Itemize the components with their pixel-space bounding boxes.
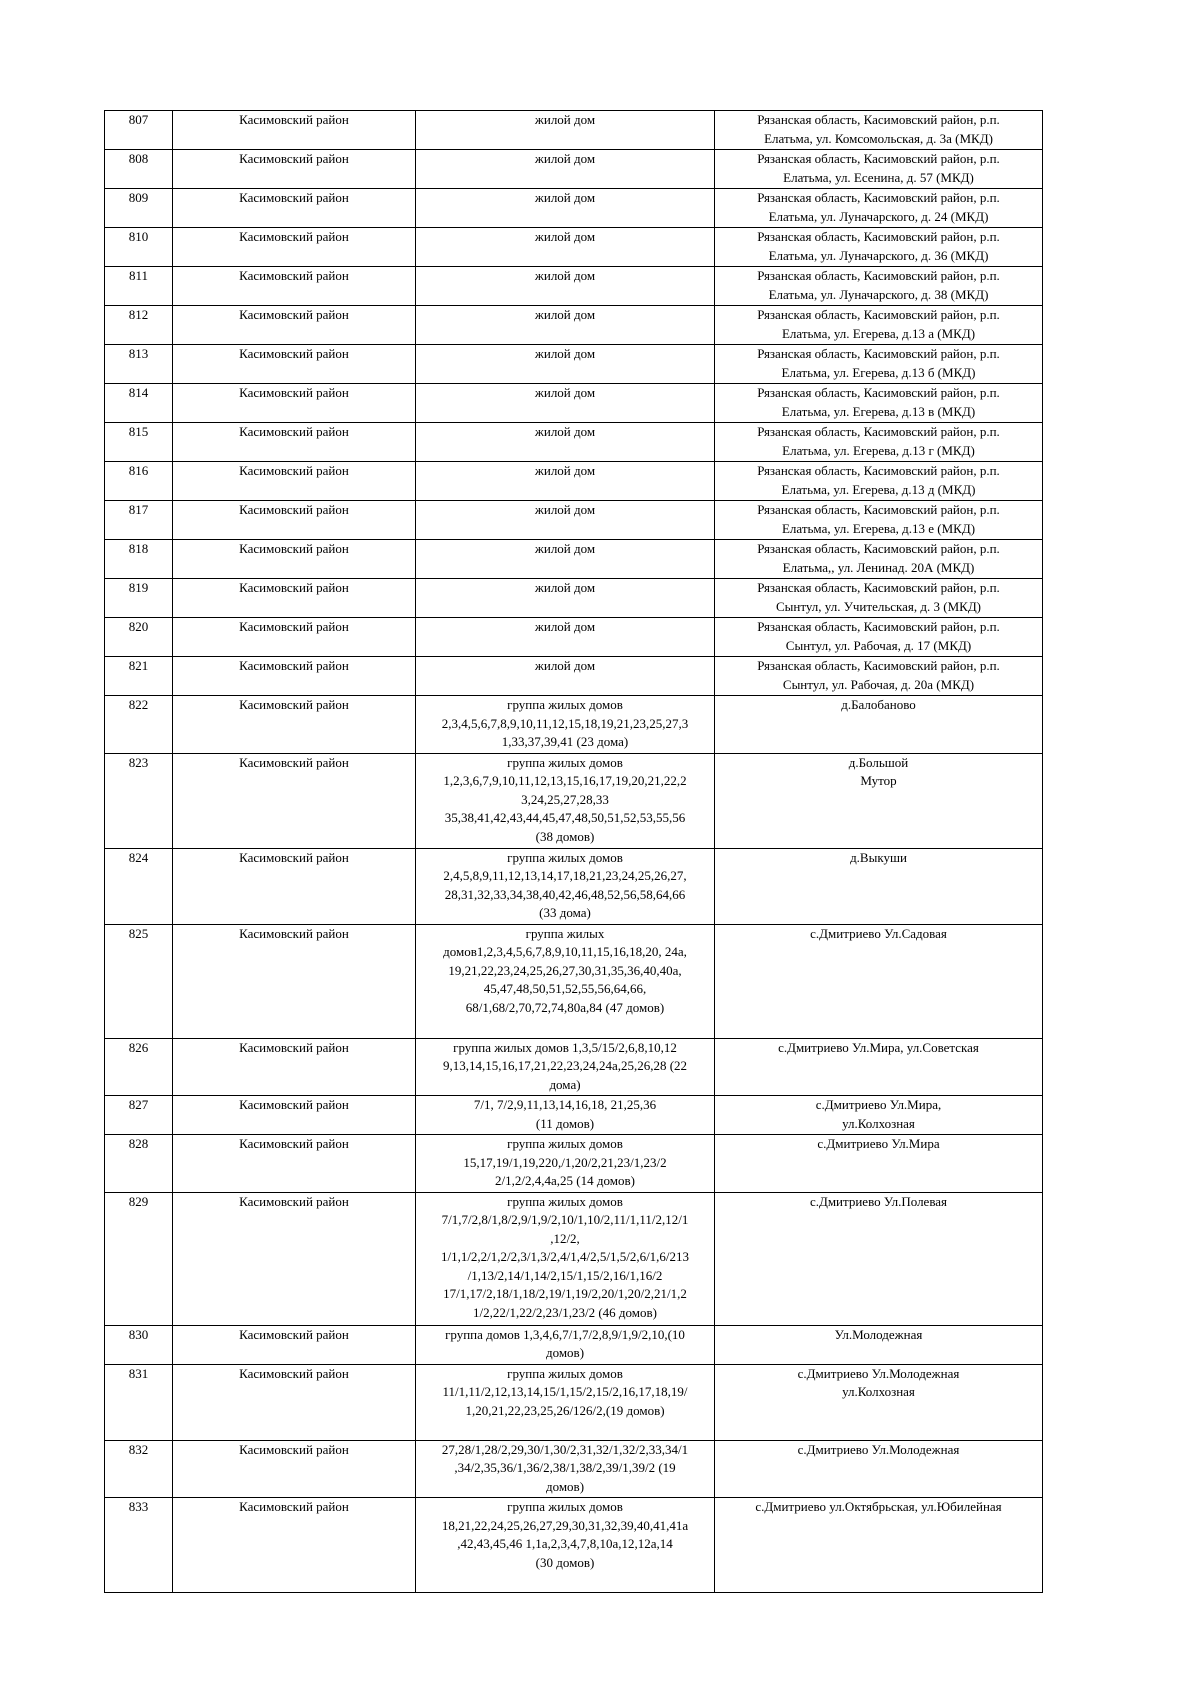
address-cell: Рязанская область, Касимовский район, р.п. Елатьма, ул. Луначарского, д. 24 (МКД): [715, 189, 1043, 228]
object-cell: жилой дом: [416, 345, 715, 384]
row-number-cell: 832: [105, 1440, 173, 1498]
table-row: [105, 753, 1043, 848]
address-cell: Рязанская область, Касимовский район, р.п. Елатьма, ул. Егерева, д.13 б (МКД): [715, 345, 1043, 384]
object-cell: жилой дом: [416, 150, 715, 189]
district-cell: Касимовский район: [173, 1325, 416, 1364]
district-cell: Касимовский район: [173, 306, 416, 345]
table-row: [105, 228, 1043, 267]
address-cell: Рязанская область, Касимовский район, р.п. Елатьма, ул. Егерева, д.13 а (МКД): [715, 306, 1043, 345]
object-cell: группа жилых домов 1,2,3,6,7,9,10,11,12,13,15,16,17,19,20,21,22,2 3,24,25,27,28,33 35,38,41,42,43,44,45,47,48,50,51,52,53,55,56 (38 домов): [416, 753, 715, 848]
district-cell: Касимовский район: [173, 1135, 416, 1193]
table-row: [105, 423, 1043, 462]
address-cell: Рязанская область, Касимовский район, р.п. Елатьма, ул. Егерева, д.13 д (МКД): [715, 462, 1043, 501]
housing-registry-table: [104, 110, 1043, 1593]
table-row: [105, 267, 1043, 306]
district-cell: Касимовский район: [173, 423, 416, 462]
registry-table-body: [105, 111, 1043, 1593]
object-cell: жилой дом: [416, 423, 715, 462]
row-number-cell: 825: [105, 924, 173, 1038]
table-row: [105, 1325, 1043, 1364]
address-cell: с.Дмитриево Ул.Мира, ул.Советская: [715, 1038, 1043, 1096]
table-row: [105, 462, 1043, 501]
object-cell: жилой дом: [416, 267, 715, 306]
address-cell: Рязанская область, Касимовский район, р.п. Елатьма, ул. Луначарского, д. 38 (МКД): [715, 267, 1043, 306]
table-row: [105, 579, 1043, 618]
table-row: [105, 540, 1043, 579]
table-row: [105, 1498, 1043, 1593]
address-cell: с.Дмитриево Ул.Мира: [715, 1135, 1043, 1193]
address-cell: Рязанская область, Касимовский район, р.п. Елатьма, ул. Луначарского, д. 36 (МКД): [715, 228, 1043, 267]
row-number-cell: 813: [105, 345, 173, 384]
district-cell: Касимовский район: [173, 384, 416, 423]
address-cell: Рязанская область, Касимовский район, р.п. Сынтул, ул. Учительская, д. 3 (МКД): [715, 579, 1043, 618]
row-number-cell: 812: [105, 306, 173, 345]
address-cell: Рязанская область, Касимовский район, р.п. Елатьма, ул. Есенина, д. 57 (МКД): [715, 150, 1043, 189]
table-row: [105, 111, 1043, 150]
address-cell: с.Дмитриево Ул.Садовая: [715, 924, 1043, 1038]
address-cell: д.Большой Мутор: [715, 753, 1043, 848]
district-cell: Касимовский район: [173, 618, 416, 657]
district-cell: Касимовский район: [173, 1498, 416, 1593]
row-number-cell: 828: [105, 1135, 173, 1193]
row-number-cell: 811: [105, 267, 173, 306]
object-cell: жилой дом: [416, 462, 715, 501]
district-cell: Касимовский район: [173, 1192, 416, 1325]
table-row: [105, 1096, 1043, 1135]
row-number-cell: 830: [105, 1325, 173, 1364]
table-row: [105, 1192, 1043, 1325]
row-number-cell: 827: [105, 1096, 173, 1135]
address-cell: Ул.Молодежная: [715, 1325, 1043, 1364]
district-cell: Касимовский район: [173, 924, 416, 1038]
row-number-cell: 815: [105, 423, 173, 462]
address-cell: Рязанская область, Касимовский район, р.п. Елатьма, ул. Егерева, д.13 е (МКД): [715, 501, 1043, 540]
district-cell: Касимовский район: [173, 1038, 416, 1096]
row-number-cell: 807: [105, 111, 173, 150]
address-cell: с.Дмитриево Ул.Мира, ул.Колхозная: [715, 1096, 1043, 1135]
district-cell: Касимовский район: [173, 696, 416, 754]
district-cell: Касимовский район: [173, 657, 416, 696]
object-cell: жилой дом: [416, 501, 715, 540]
object-cell: жилой дом: [416, 384, 715, 423]
row-number-cell: 810: [105, 228, 173, 267]
table-row: [105, 150, 1043, 189]
district-cell: Касимовский район: [173, 1364, 416, 1440]
row-number-cell: 817: [105, 501, 173, 540]
object-cell: группа жилых домов 1,3,5/15/2,6,8,10,12 9,13,14,15,16,17,21,22,23,24,24а,25,26,28 (22 дома): [416, 1038, 715, 1096]
object-cell: жилой дом: [416, 618, 715, 657]
address-cell: Рязанская область, Касимовский район, р.п. Елатьма, ул. Егерева, д.13 г (МКД): [715, 423, 1043, 462]
district-cell: Касимовский район: [173, 267, 416, 306]
table-row: [105, 1135, 1043, 1193]
row-number-cell: 819: [105, 579, 173, 618]
district-cell: Касимовский район: [173, 540, 416, 579]
address-cell: Рязанская область, Касимовский район, р.п. Елатьма,, ул. Ленинад. 20А (МКД): [715, 540, 1043, 579]
district-cell: Касимовский район: [173, 753, 416, 848]
address-cell: с.Дмитриево ул.Октябрьская, ул.Юбилейная: [715, 1498, 1043, 1593]
row-number-cell: 829: [105, 1192, 173, 1325]
address-cell: д.Выкуши: [715, 848, 1043, 924]
table-row: [105, 306, 1043, 345]
row-number-cell: 824: [105, 848, 173, 924]
address-cell: Рязанская область, Касимовский район, р.п. Сынтул, ул. Рабочая, д. 17 (МКД): [715, 618, 1043, 657]
address-cell: Рязанская область, Касимовский район, р.п. Елатьма, ул. Комсомольская, д. 3а (МКД): [715, 111, 1043, 150]
object-cell: группа жилых домов 2,4,5,8,9,11,12,13,14,17,18,21,23,24,25,26,27, 28,31,32,33,34,38,40,42,46,48,52,56,58,64,66 (33 дома): [416, 848, 715, 924]
object-cell: жилой дом: [416, 579, 715, 618]
table-row: [105, 924, 1043, 1038]
table-row: [105, 345, 1043, 384]
address-cell: с.Дмитриево Ул.Молодежная ул.Колхозная: [715, 1364, 1043, 1440]
district-cell: Касимовский район: [173, 579, 416, 618]
table-row: [105, 1440, 1043, 1498]
object-cell: группа жилых домов 18,21,22,24,25,26,27,29,30,31,32,39,40,41,41а ,42,43,45,46 1,1а,2,3,4,7,8,10а,12,12а,14 (30 домов): [416, 1498, 715, 1593]
object-cell: жилой дом: [416, 657, 715, 696]
table-row: [105, 501, 1043, 540]
row-number-cell: 818: [105, 540, 173, 579]
table-row: [105, 657, 1043, 696]
table-row: [105, 618, 1043, 657]
object-cell: жилой дом: [416, 540, 715, 579]
row-number-cell: 809: [105, 189, 173, 228]
object-cell: группа жилых домов1,2,3,4,5,6,7,8,9,10,11,15,16,18,20, 24а, 19,21,22,23,24,25,26,27,30,31,35,36,40,40а, 45,47,48,50,51,52,55,56,64,66, 68/1,68/2,70,72,74,80а,84 (47 домов): [416, 924, 715, 1038]
row-number-cell: 831: [105, 1364, 173, 1440]
row-number-cell: 821: [105, 657, 173, 696]
object-cell: жилой дом: [416, 189, 715, 228]
district-cell: Касимовский район: [173, 848, 416, 924]
table-row: [105, 384, 1043, 423]
district-cell: Касимовский район: [173, 1096, 416, 1135]
object-cell: группа домов 1,3,4,6,7/1,7/2,8,9/1,9/2,10,(10 домов): [416, 1325, 715, 1364]
table-row: [105, 696, 1043, 754]
row-number-cell: 833: [105, 1498, 173, 1593]
object-cell: жилой дом: [416, 228, 715, 267]
district-cell: Касимовский район: [173, 189, 416, 228]
row-number-cell: 820: [105, 618, 173, 657]
row-number-cell: 808: [105, 150, 173, 189]
object-cell: 7/1, 7/2,9,11,13,14,16,18, 21,25,36 (11 домов): [416, 1096, 715, 1135]
table-row: [105, 1038, 1043, 1096]
row-number-cell: 823: [105, 753, 173, 848]
table-row: [105, 1364, 1043, 1440]
table-row: [105, 848, 1043, 924]
object-cell: группа жилых домов 7/1,7/2,8/1,8/2,9/1,9/2,10/1,10/2,11/1,11/2,12/1 ,12/2, 1/1,1/2,2/1,2/2,3/1,3/2,4/1,4/2,5/1,5/2,6/1,6/213 /1,13/2,14/1,14/2,15/1,15/2,16/1,16/2 17/1,17/2,18/1,18/2,19/1,19/2,20/1,20/2,21/1,2 1/2,22/1,22/2,23/1,23/2 (46 домов): [416, 1192, 715, 1325]
district-cell: Касимовский район: [173, 1440, 416, 1498]
district-cell: Касимовский район: [173, 228, 416, 267]
row-number-cell: 816: [105, 462, 173, 501]
district-cell: Касимовский район: [173, 345, 416, 384]
address-cell: с.Дмитриево Ул.Молодежная: [715, 1440, 1043, 1498]
row-number-cell: 826: [105, 1038, 173, 1096]
district-cell: Касимовский район: [173, 462, 416, 501]
district-cell: Касимовский район: [173, 150, 416, 189]
address-cell: Рязанская область, Касимовский район, р.п. Сынтул, ул. Рабочая, д. 20а (МКД): [715, 657, 1043, 696]
object-cell: жилой дом: [416, 111, 715, 150]
object-cell: жилой дом: [416, 306, 715, 345]
district-cell: Касимовский район: [173, 501, 416, 540]
object-cell: группа жилых домов 15,17,19/1,19,220,/1,20/2,21,23/1,23/2 2/1,2/2,4,4а,25 (14 домов): [416, 1135, 715, 1193]
district-cell: Касимовский район: [173, 111, 416, 150]
object-cell: 27,28/1,28/2,29,30/1,30/2,31,32/1,32/2,33,34/1 ,34/2,35,36/1,36/2,38/1,38/2,39/1,39/2 (19 домов): [416, 1440, 715, 1498]
row-number-cell: 822: [105, 696, 173, 754]
address-cell: Рязанская область, Касимовский район, р.п. Елатьма, ул. Егерева, д.13 в (МКД): [715, 384, 1043, 423]
object-cell: группа жилых домов 11/1,11/2,12,13,14,15/1,15/2,15/2,16,17,18,19/ 1,20,21,22,23,25,26/126/2,(19 домов): [416, 1364, 715, 1440]
address-cell: д.Балобаново: [715, 696, 1043, 754]
object-cell: группа жилых домов 2,3,4,5,6,7,8,9,10,11,12,15,18,19,21,23,25,27,3 1,33,37,39,41 (23 дома): [416, 696, 715, 754]
table-row: [105, 189, 1043, 228]
row-number-cell: 814: [105, 384, 173, 423]
address-cell: с.Дмитриево Ул.Полевая: [715, 1192, 1043, 1325]
